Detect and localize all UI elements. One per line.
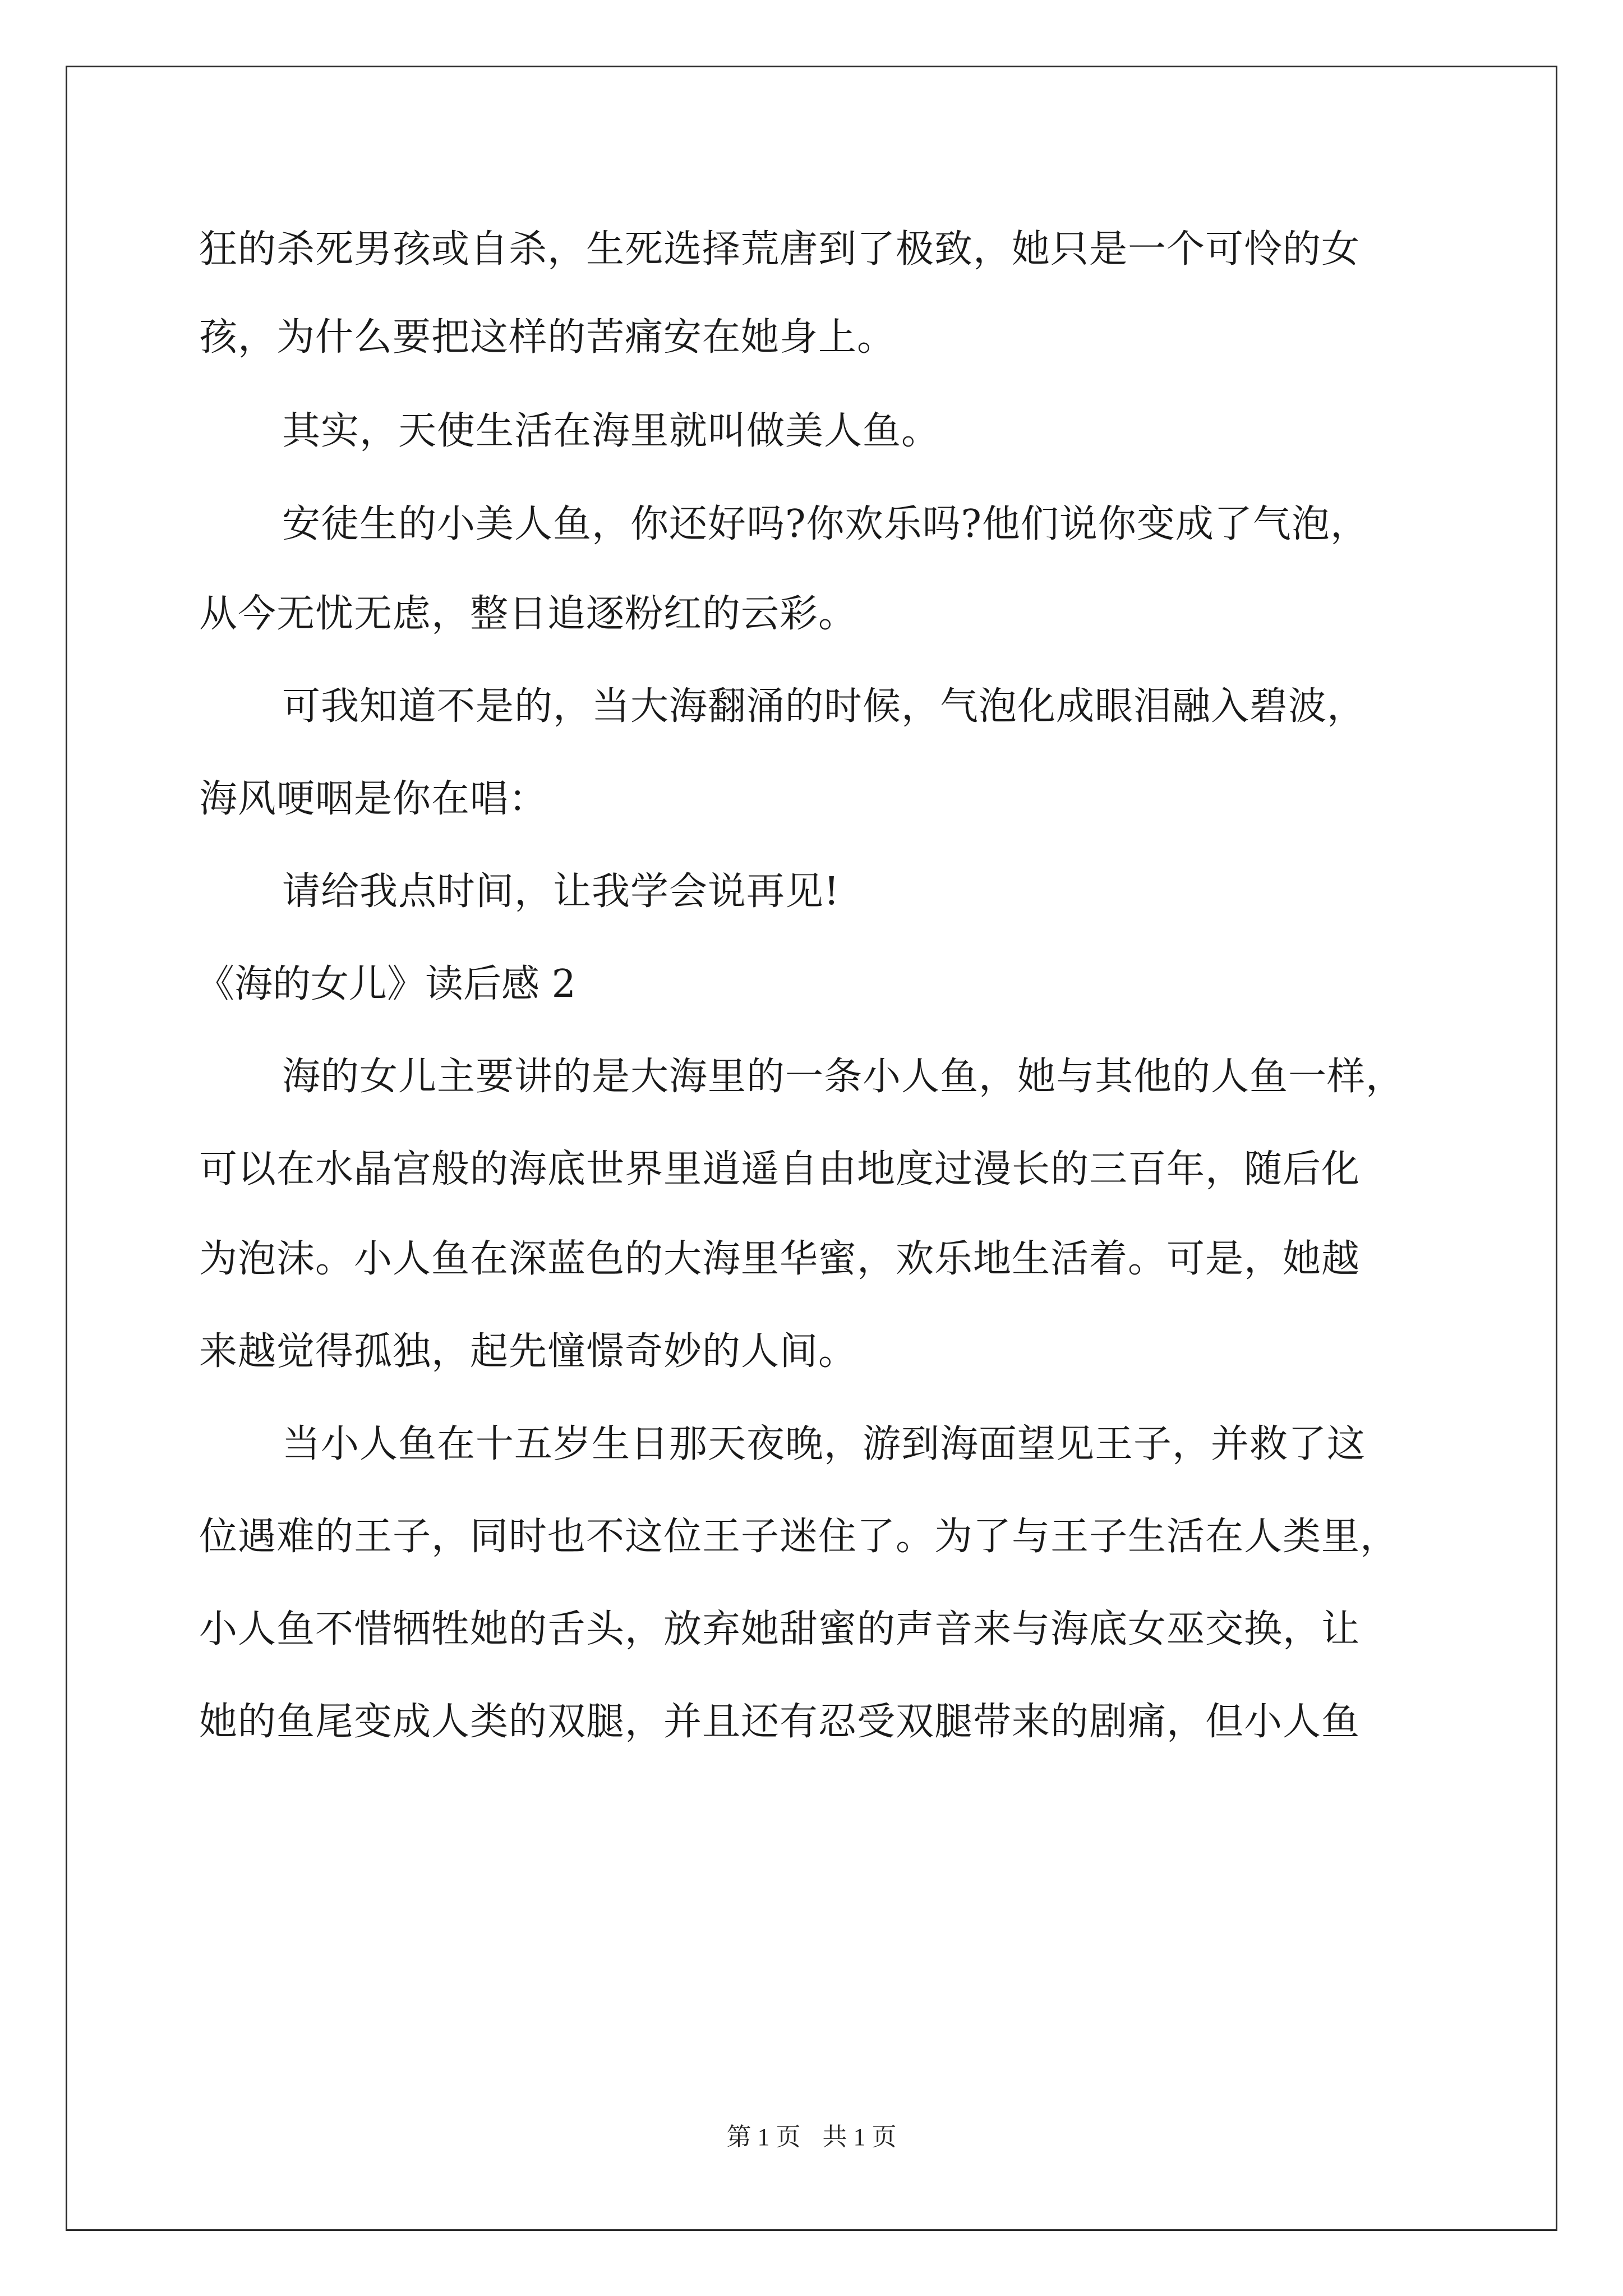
text-line: 小人鱼不惜牺牲她的舌头，放弃她甜蜜的声音来与海底女巫交换，让	[199, 1607, 1361, 1651]
text-line: 从今无忧无虑，整日追逐粉红的云彩。	[199, 592, 857, 636]
page-footer	[0, 2120, 1623, 2154]
text-line: 位遇难的王子，同时也不这位王子迷住了。为了与王子生活在人类里，	[199, 1515, 1399, 1559]
text-line: 安徒生的小美人鱼，你还好吗?你欢乐吗?他们说你变成了气泡，	[282, 502, 1369, 546]
text-line: 可以在水晶宫般的海底世界里逍遥自由地度过漫长的三百年，随后化	[199, 1147, 1361, 1191]
text-line: 为泡沫。小人鱼在深蓝色的大海里华蜜，欢乐地生活着。可是，她越	[199, 1237, 1361, 1281]
text-line: 孩，为什么要把这样的苦痛安在她身上。	[199, 315, 896, 360]
text-line: 狂的杀死男孩或自杀，生死选择荒唐到了极致，她只是一个可怜的女	[199, 227, 1361, 272]
section-heading: 《海的女儿》读后感 2	[196, 962, 576, 1006]
text-line: 来越觉得孤独，起先憧憬奇妙的人间。	[199, 1329, 857, 1374]
text-line: 海的女儿主要讲的是大海里的一条小人鱼，她与其他的人鱼一样，	[282, 1055, 1405, 1099]
text-line: 其实，天使生活在海里就叫做美人鱼。	[282, 409, 940, 453]
text-line: 请给我点时间，让我学会说再见!	[282, 869, 840, 914]
page-total: 共 1 页	[822, 2123, 897, 2151]
text-line: 可我知道不是的，当大海翻涌的时候，气泡化成眼泪融入碧波，	[282, 684, 1366, 729]
page-number: 第 1 页	[726, 2123, 801, 2151]
text-line: 她的鱼尾变成人类的双腿，并且还有忍受双腿带来的剧痛，但小人鱼	[199, 1700, 1361, 1744]
text-line: 当小人鱼在十五岁生日那天夜晚，游到海面望见王子，并救了这	[282, 1422, 1366, 1466]
text-line: 海风哽咽是你在唱：	[199, 777, 548, 821]
